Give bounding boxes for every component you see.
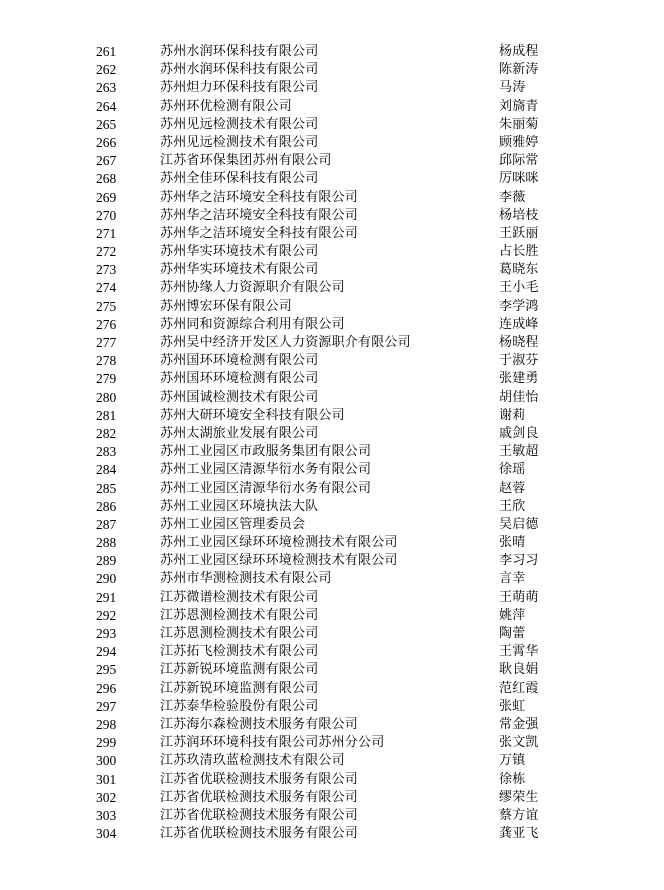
list-item [0, 189, 664, 207]
row-number: 270 [96, 207, 117, 223]
person-name: 厉咪咪 [499, 171, 539, 187]
row-number: 274 [96, 280, 117, 296]
list-item [0, 316, 664, 334]
company-name: 苏州工业园区绿环环境检测技术有限公司 [160, 553, 398, 569]
row-number: 303 [96, 807, 117, 823]
company-name: 江苏新锐环境监测有限公司 [160, 662, 319, 678]
company-name: 苏州华之洁环境安全科技有限公司 [160, 207, 359, 223]
company-name: 苏州国诚检测技术有限公司 [160, 389, 319, 405]
company-name: 苏州国环环境检测有限公司 [160, 371, 319, 387]
row-number: 280 [96, 389, 117, 405]
row-number: 262 [96, 62, 117, 78]
company-name: 苏州工业园区管理委员会 [160, 516, 306, 532]
person-name: 赵蓉 [499, 480, 526, 496]
list-item [0, 407, 664, 425]
row-number: 297 [96, 698, 117, 714]
row-number: 266 [96, 134, 117, 150]
row-number: 290 [96, 571, 117, 587]
person-name: 范红霞 [499, 680, 539, 696]
company-name: 苏州市华测检测技术有限公司 [160, 571, 332, 587]
person-name: 王欣 [499, 498, 526, 514]
company-name: 苏州协缘人力资源职介有限公司 [160, 280, 345, 296]
row-number: 282 [96, 425, 117, 441]
list-item [0, 134, 664, 152]
company-name: 苏州工业园区清源华衍水务有限公司 [160, 462, 372, 478]
row-number: 277 [96, 335, 117, 350]
company-name: 苏州工业园区绿环环境检测技术有限公司 [160, 535, 398, 551]
row-number: 292 [96, 607, 117, 623]
person-name: 万镇 [499, 753, 526, 769]
person-name: 张文凯 [499, 735, 539, 751]
company-name: 苏州炟力环保科技有限公司 [160, 80, 319, 96]
list-item [0, 389, 664, 407]
person-name: 李学鸿 [499, 298, 539, 314]
person-name: 戚剑良 [499, 425, 539, 441]
person-name: 姚萍 [499, 607, 526, 623]
person-name: 张虹 [499, 698, 526, 714]
person-name: 张晴 [499, 535, 526, 551]
company-name: 苏州见远检测技术有限公司 [160, 134, 319, 150]
company-name: 江苏微谱检测技术有限公司 [160, 589, 319, 605]
row-number: 275 [96, 298, 117, 314]
person-name: 李薇 [499, 189, 526, 205]
list-item [0, 643, 664, 661]
person-name: 王跃丽 [499, 225, 539, 241]
list-item [0, 607, 664, 625]
list-item [0, 98, 664, 116]
list-item [0, 789, 664, 807]
person-name: 杨培枝 [499, 207, 539, 223]
list-item [0, 152, 664, 170]
company-name: 苏州环优检测有限公司 [160, 98, 293, 114]
list-item [0, 207, 664, 225]
row-number: 283 [96, 444, 117, 460]
person-name: 龚亚飞 [499, 826, 539, 842]
company-name: 苏州华实环境技术有限公司 [160, 244, 319, 260]
company-name: 苏州博宏环保有限公司 [160, 298, 293, 314]
person-name: 杨晓程 [499, 335, 539, 350]
company-name: 苏州华实环境技术有限公司 [160, 262, 319, 278]
row-number: 276 [96, 316, 117, 332]
row-number: 273 [96, 262, 117, 278]
person-name: 王霄华 [499, 644, 539, 660]
row-number: 264 [96, 98, 117, 114]
company-name: 苏州见远检测技术有限公司 [160, 116, 319, 132]
company-name: 江苏海尔森检测技术服务有限公司 [160, 716, 359, 732]
row-number: 272 [96, 244, 117, 260]
row-number: 271 [96, 225, 117, 241]
company-name: 江苏润环环境科技有限公司苏州分公司 [160, 735, 385, 751]
company-name: 江苏拓飞检测技术有限公司 [160, 644, 319, 660]
company-name: 江苏恩测检测技术有限公司 [160, 607, 319, 623]
list-item [0, 61, 664, 79]
row-number: 291 [96, 589, 117, 605]
list-item [0, 334, 664, 352]
person-name: 徐栋 [499, 771, 526, 787]
person-name: 刘旖青 [499, 98, 539, 114]
row-number: 304 [96, 826, 117, 842]
row-number: 295 [96, 662, 117, 678]
row-number: 296 [96, 680, 117, 696]
person-name: 胡佳怡 [499, 389, 539, 405]
company-name: 江苏省环保集团苏州有限公司 [160, 153, 332, 169]
person-name: 李习习 [499, 553, 539, 569]
list-item [0, 570, 664, 588]
person-name: 邱际常 [499, 153, 539, 169]
list-item [0, 352, 664, 370]
person-name: 顾雅婷 [499, 134, 539, 150]
roster-list [0, 43, 664, 843]
person-name: 徐瑶 [499, 462, 526, 478]
person-name: 王小毛 [499, 280, 539, 296]
company-name: 苏州太湖旅业发展有限公司 [160, 425, 319, 441]
list-item [0, 716, 664, 734]
list-item [0, 116, 664, 134]
person-name: 吴启德 [499, 516, 539, 532]
list-item [0, 225, 664, 243]
list-item [0, 443, 664, 461]
row-number: 284 [96, 462, 117, 478]
company-name: 苏州全佳环保科技有限公司 [160, 171, 319, 187]
person-name: 常金强 [499, 716, 539, 732]
list-item [0, 661, 664, 679]
list-item [0, 43, 664, 61]
list-item [0, 79, 664, 97]
company-name: 苏州水润环保科技有限公司 [160, 44, 319, 59]
list-item [0, 734, 664, 752]
list-item [0, 625, 664, 643]
list-item [0, 243, 664, 261]
list-item [0, 552, 664, 570]
list-item [0, 589, 664, 607]
row-number: 286 [96, 498, 117, 514]
row-number: 263 [96, 80, 117, 96]
list-item [0, 825, 664, 843]
row-number: 289 [96, 553, 117, 569]
row-number: 293 [96, 626, 117, 641]
company-name: 苏州吴中经济开发区人力资源职介有限公司 [160, 335, 411, 350]
person-name: 缪荣生 [499, 789, 539, 805]
company-name: 江苏省优联检测技术服务有限公司 [160, 771, 359, 787]
row-number: 300 [96, 753, 117, 769]
list-item [0, 498, 664, 516]
person-name: 耿良娟 [499, 662, 539, 678]
row-number: 301 [96, 771, 117, 787]
person-name: 王敏超 [499, 444, 539, 460]
row-number: 288 [96, 535, 117, 551]
company-name: 江苏省优联检测技术服务有限公司 [160, 807, 359, 823]
person-name: 王萌萌 [499, 589, 539, 605]
company-name: 苏州国环环境检测有限公司 [160, 353, 319, 369]
list-item [0, 370, 664, 388]
person-name: 马涛 [499, 80, 526, 96]
company-name: 苏州大研环境安全科技有限公司 [160, 407, 345, 423]
company-name: 江苏省优联检测技术服务有限公司 [160, 826, 359, 842]
company-name: 苏州工业园区清源华衍水务有限公司 [160, 480, 372, 496]
row-number: 299 [96, 735, 117, 751]
company-name: 苏州工业园区市政服务集团有限公司 [160, 444, 372, 460]
company-name: 江苏恩测检测技术有限公司 [160, 626, 319, 641]
row-number: 287 [96, 516, 117, 532]
list-item [0, 771, 664, 789]
row-number: 269 [96, 189, 117, 205]
row-number: 294 [96, 644, 117, 660]
person-name: 于淑芬 [499, 353, 539, 369]
company-name: 江苏玖清玖蓝检测技术有限公司 [160, 753, 345, 769]
list-item [0, 298, 664, 316]
person-name: 朱丽菊 [499, 116, 539, 132]
person-name: 占长胜 [499, 244, 539, 260]
row-number: 267 [96, 153, 117, 169]
company-name: 苏州水润环保科技有限公司 [160, 62, 319, 78]
company-name: 苏州华之洁环境安全科技有限公司 [160, 225, 359, 241]
list-item [0, 534, 664, 552]
row-number: 268 [96, 171, 117, 187]
list-item [0, 680, 664, 698]
row-number: 281 [96, 407, 117, 423]
list-item [0, 807, 664, 825]
list-item [0, 261, 664, 279]
person-name: 陶蕾 [499, 626, 526, 641]
list-item [0, 279, 664, 297]
person-name: 杨成程 [499, 44, 539, 59]
person-name: 葛晓东 [499, 262, 539, 278]
list-item [0, 698, 664, 716]
row-number: 285 [96, 480, 117, 496]
row-number: 302 [96, 789, 117, 805]
row-number: 261 [96, 44, 117, 59]
row-number: 278 [96, 353, 117, 369]
row-number: 265 [96, 116, 117, 132]
company-name: 江苏省优联检测技术服务有限公司 [160, 789, 359, 805]
list-item [0, 752, 664, 770]
list-item [0, 170, 664, 188]
row-number: 279 [96, 371, 117, 387]
list-item [0, 516, 664, 534]
list-item [0, 461, 664, 479]
row-number: 298 [96, 716, 117, 732]
company-name: 苏州同和资源综合利用有限公司 [160, 316, 345, 332]
company-name: 苏州华之洁环境安全科技有限公司 [160, 189, 359, 205]
person-name: 言幸 [499, 571, 526, 587]
person-name: 谢莉 [499, 407, 526, 423]
company-name: 苏州工业园区环境执法大队 [160, 498, 319, 514]
list-item [0, 480, 664, 498]
person-name: 陈新涛 [499, 62, 539, 78]
company-name: 江苏泰华检验股份有限公司 [160, 698, 319, 714]
company-name: 江苏新锐环境监测有限公司 [160, 680, 319, 696]
person-name: 张建勇 [499, 371, 539, 387]
person-name: 连成峰 [499, 316, 539, 332]
person-name: 蔡方谊 [499, 807, 539, 823]
list-item [0, 425, 664, 443]
